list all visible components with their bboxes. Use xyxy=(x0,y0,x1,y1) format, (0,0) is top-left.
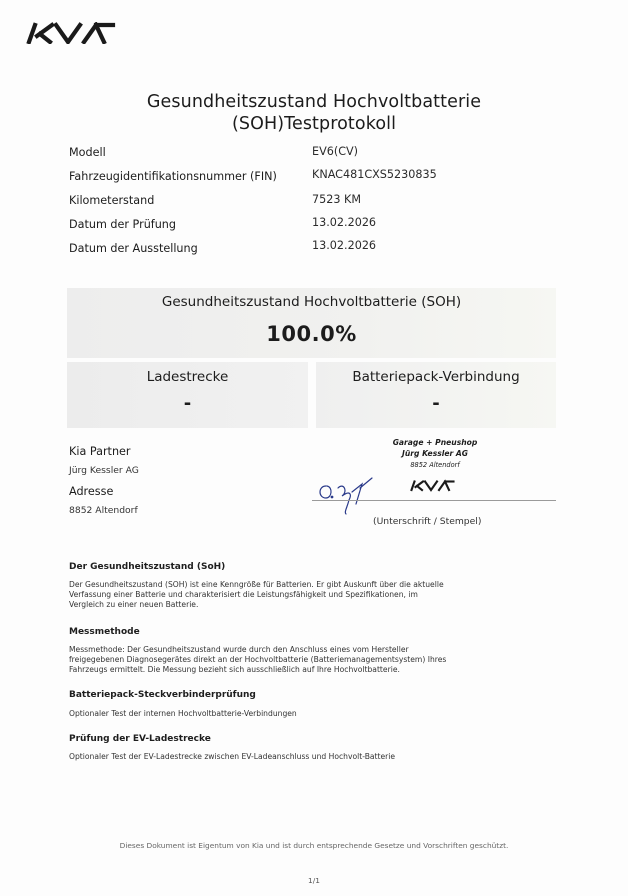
partner-name: Jürg Kessler AG xyxy=(69,465,139,476)
section-soh-line: Verfassung einer Batterie und charakterisiert die Leistungsfähigkeit und Spezifikationen, im xyxy=(69,590,418,600)
partner-label: Kia Partner xyxy=(69,445,131,458)
section-soh-title: Der Gesundheitszustand (SoH) xyxy=(69,562,226,572)
section-charging-title: Prüfung der EV-Ladestrecke xyxy=(69,734,211,744)
soh-value: 100.0% xyxy=(266,322,357,346)
charging-path-title: Ladestrecke xyxy=(146,369,229,385)
issue-date-label: Datum der Ausstellung xyxy=(69,242,198,255)
test-date-label: Datum der Prüfung xyxy=(69,218,177,231)
section-connector-line: Optionaler Test der internen Hochvoltbatterie-Verbindungen xyxy=(69,709,297,718)
section-connector-body xyxy=(69,709,549,719)
section-connector-title: Batteriepack-Steckverbinderprüfung xyxy=(69,690,256,700)
section-method-line: Messmethode: Der Gesundheitszustand wurde durch den Anschluss eines vom Hersteller xyxy=(69,645,409,654)
model-label: Modell xyxy=(69,146,106,159)
document-title-line1: Gesundheitszustand Hochvoltbatterie xyxy=(146,92,482,112)
kia-logo xyxy=(26,22,118,44)
section-method-line: Fahrzeugs ermittelt. Die Messung bezieht sich ausschließlich auf Ihre Hochvoltbatterie. xyxy=(69,665,400,675)
mileage-label: Kilometerstand xyxy=(69,194,155,207)
vin-label: Fahrzeugidentifikationsnummer (FIN) xyxy=(69,170,277,183)
signature-caption: (Unterschrift / Stempel) xyxy=(373,516,482,527)
section-soh-line: Der Gesundheitszustand (SOH) ist eine Kenngröße für Batterien. Er gibt Auskunft über die aktuelle xyxy=(69,580,444,589)
footer-notice: Dieses Dokument ist Eigentum von Kia und ist durch entsprechende Gesetze und Vorschriften geschützt. xyxy=(119,841,509,850)
section-method-line: freigegebenen Diagnosegerätes direkt an der Hochvoltbatterie (Batteriemanagementsystem) Ihres xyxy=(69,655,447,665)
section-method-title: Messmethode xyxy=(69,627,140,637)
address-label: Adresse xyxy=(69,485,114,498)
page-number: 1/1 xyxy=(308,876,320,885)
signature-line xyxy=(312,500,556,501)
document-title-line2: (SOH)Testprotokoll xyxy=(231,114,397,134)
stamp-line2: Jürg Kessler AG xyxy=(402,449,468,458)
issue-date-value: 13.02.2026 xyxy=(312,239,377,252)
signature xyxy=(316,474,378,516)
battery-connection-value: - xyxy=(432,393,440,414)
vin-value: KNAC481CXS5230835 xyxy=(312,168,437,181)
mileage-value: 7523 KM xyxy=(312,193,362,206)
section-soh-line: Vergleich zu einer neuen Batterie. xyxy=(69,600,199,610)
test-date-value: 13.02.2026 xyxy=(312,216,377,229)
battery-connection-title: Batteriepack-Verbindung xyxy=(352,369,520,385)
section-charging-body xyxy=(69,752,549,762)
section-charging-line: Optionaler Test der EV-Ladestrecke zwischen EV-Ladeanschluss und Hochvolt-Batterie xyxy=(69,752,396,761)
model-value: EV6(CV) xyxy=(312,145,359,158)
stamp-line3: 8852 Altendorf xyxy=(410,461,460,469)
address-value: 8852 Altendorf xyxy=(69,505,138,516)
kia-stamp-logo xyxy=(410,479,456,492)
section-soh-body xyxy=(69,580,549,611)
stamp-line1: Garage + Pneushop xyxy=(392,438,478,447)
charging-path-value: - xyxy=(183,393,192,414)
soh-title: Gesundheitszustand Hochvoltbatterie (SOH) xyxy=(161,294,462,310)
section-method-body xyxy=(69,645,549,676)
